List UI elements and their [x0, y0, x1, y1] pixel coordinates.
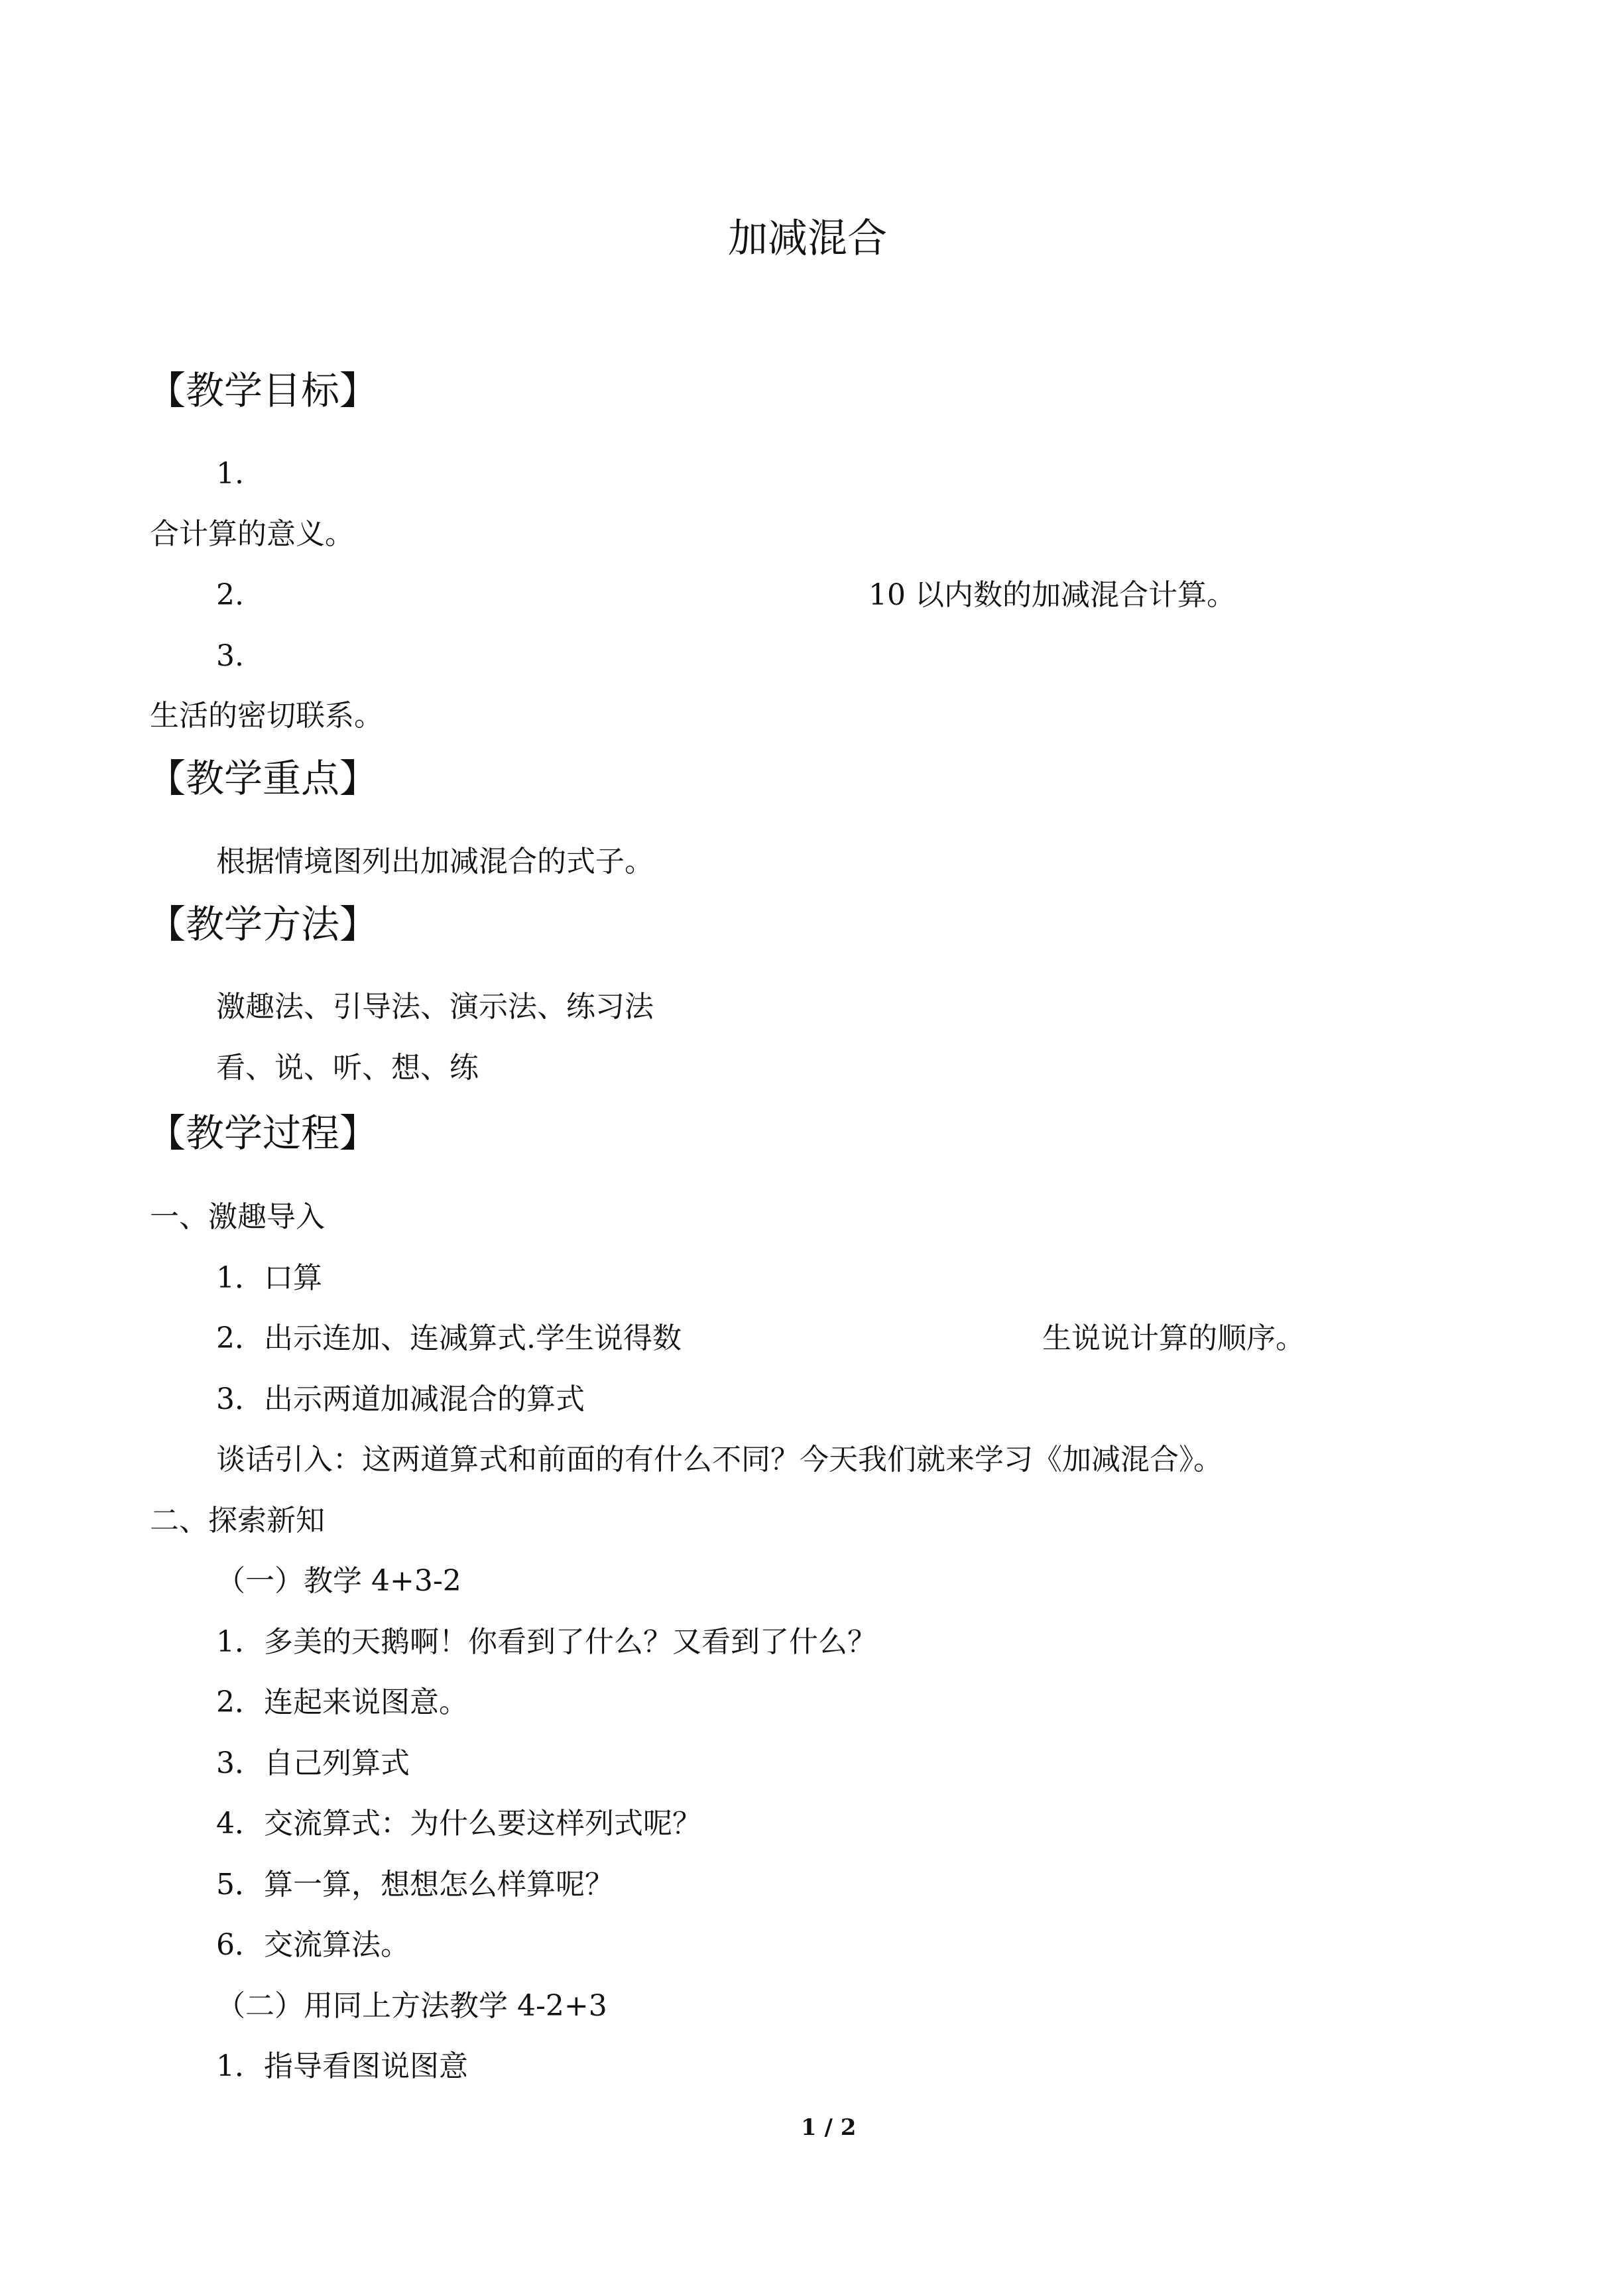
- key-point-text: 根据情境图列出加减混合的式子。: [216, 845, 654, 878]
- process-part-2-item-1: 1．多美的天鹅啊！你看到了什么？又看到了什么？: [216, 1625, 876, 1659]
- heading-teaching-key-points: 【教学重点】: [147, 756, 379, 801]
- process-part-2-item-6: 6．交流算法。: [216, 1928, 410, 1962]
- process-part-2-item-5: 5．算一算，想想怎么样算呢？: [216, 1868, 614, 1902]
- method-line-2: 看、说、听、想、练: [216, 1051, 479, 1085]
- process-part-1-item-2-right: 生说说计算的顺序。: [1042, 1321, 1305, 1355]
- goal-item-1-continuation: 合计算的意义。: [150, 517, 354, 551]
- process-part-2-item-2: 2．连起来说图意。: [216, 1685, 468, 1719]
- goal-item-2-number: 2.: [216, 578, 244, 612]
- page-number: 1 / 2: [801, 2114, 857, 2141]
- goal-item-1-number: 1.: [216, 457, 244, 491]
- process-part-1-item-3: 3．出示两道加减混合的算式: [216, 1382, 585, 1416]
- process-part-1-item-1: 1．口算: [216, 1261, 322, 1295]
- process-part-1-title: 一、激趣导入: [150, 1200, 325, 1234]
- heading-teaching-methods: 【教学方法】: [147, 902, 379, 947]
- document-title: 加减混合: [728, 215, 887, 262]
- process-part-1-talk: 谈话引入：这两道算式和前面的有什么不同？今天我们就来学习《加减混合》。: [216, 1443, 1223, 1477]
- process-part-2-title: 二、探索新知: [150, 1504, 325, 1538]
- heading-teaching-goals: 【教学目标】: [147, 368, 379, 413]
- process-part-2-sub-2-item-1: 1．指导看图说图意: [216, 2049, 468, 2083]
- process-part-1-item-2-left: 2．出示连加、连减算式.学生说得数: [216, 1321, 682, 1355]
- method-line-1: 激趣法、引导法、演示法、练习法: [216, 990, 654, 1024]
- goal-item-2-tail: 10 以内数的加减混合计算。: [869, 578, 1236, 612]
- process-part-2-sub-2: （二）用同上方法教学 4-2+3: [216, 1989, 607, 2023]
- goal-item-3-number: 3.: [216, 639, 244, 673]
- process-part-2-sub-1: （一）教学 4+3-2: [216, 1564, 461, 1598]
- process-part-2-item-4: 4．交流算式：为什么要这样列式呢？: [216, 1807, 701, 1841]
- heading-teaching-process: 【教学过程】: [147, 1111, 379, 1156]
- goal-item-3-continuation: 生活的密切联系。: [150, 699, 383, 733]
- process-part-2-item-3: 3．自己列算式: [216, 1746, 410, 1780]
